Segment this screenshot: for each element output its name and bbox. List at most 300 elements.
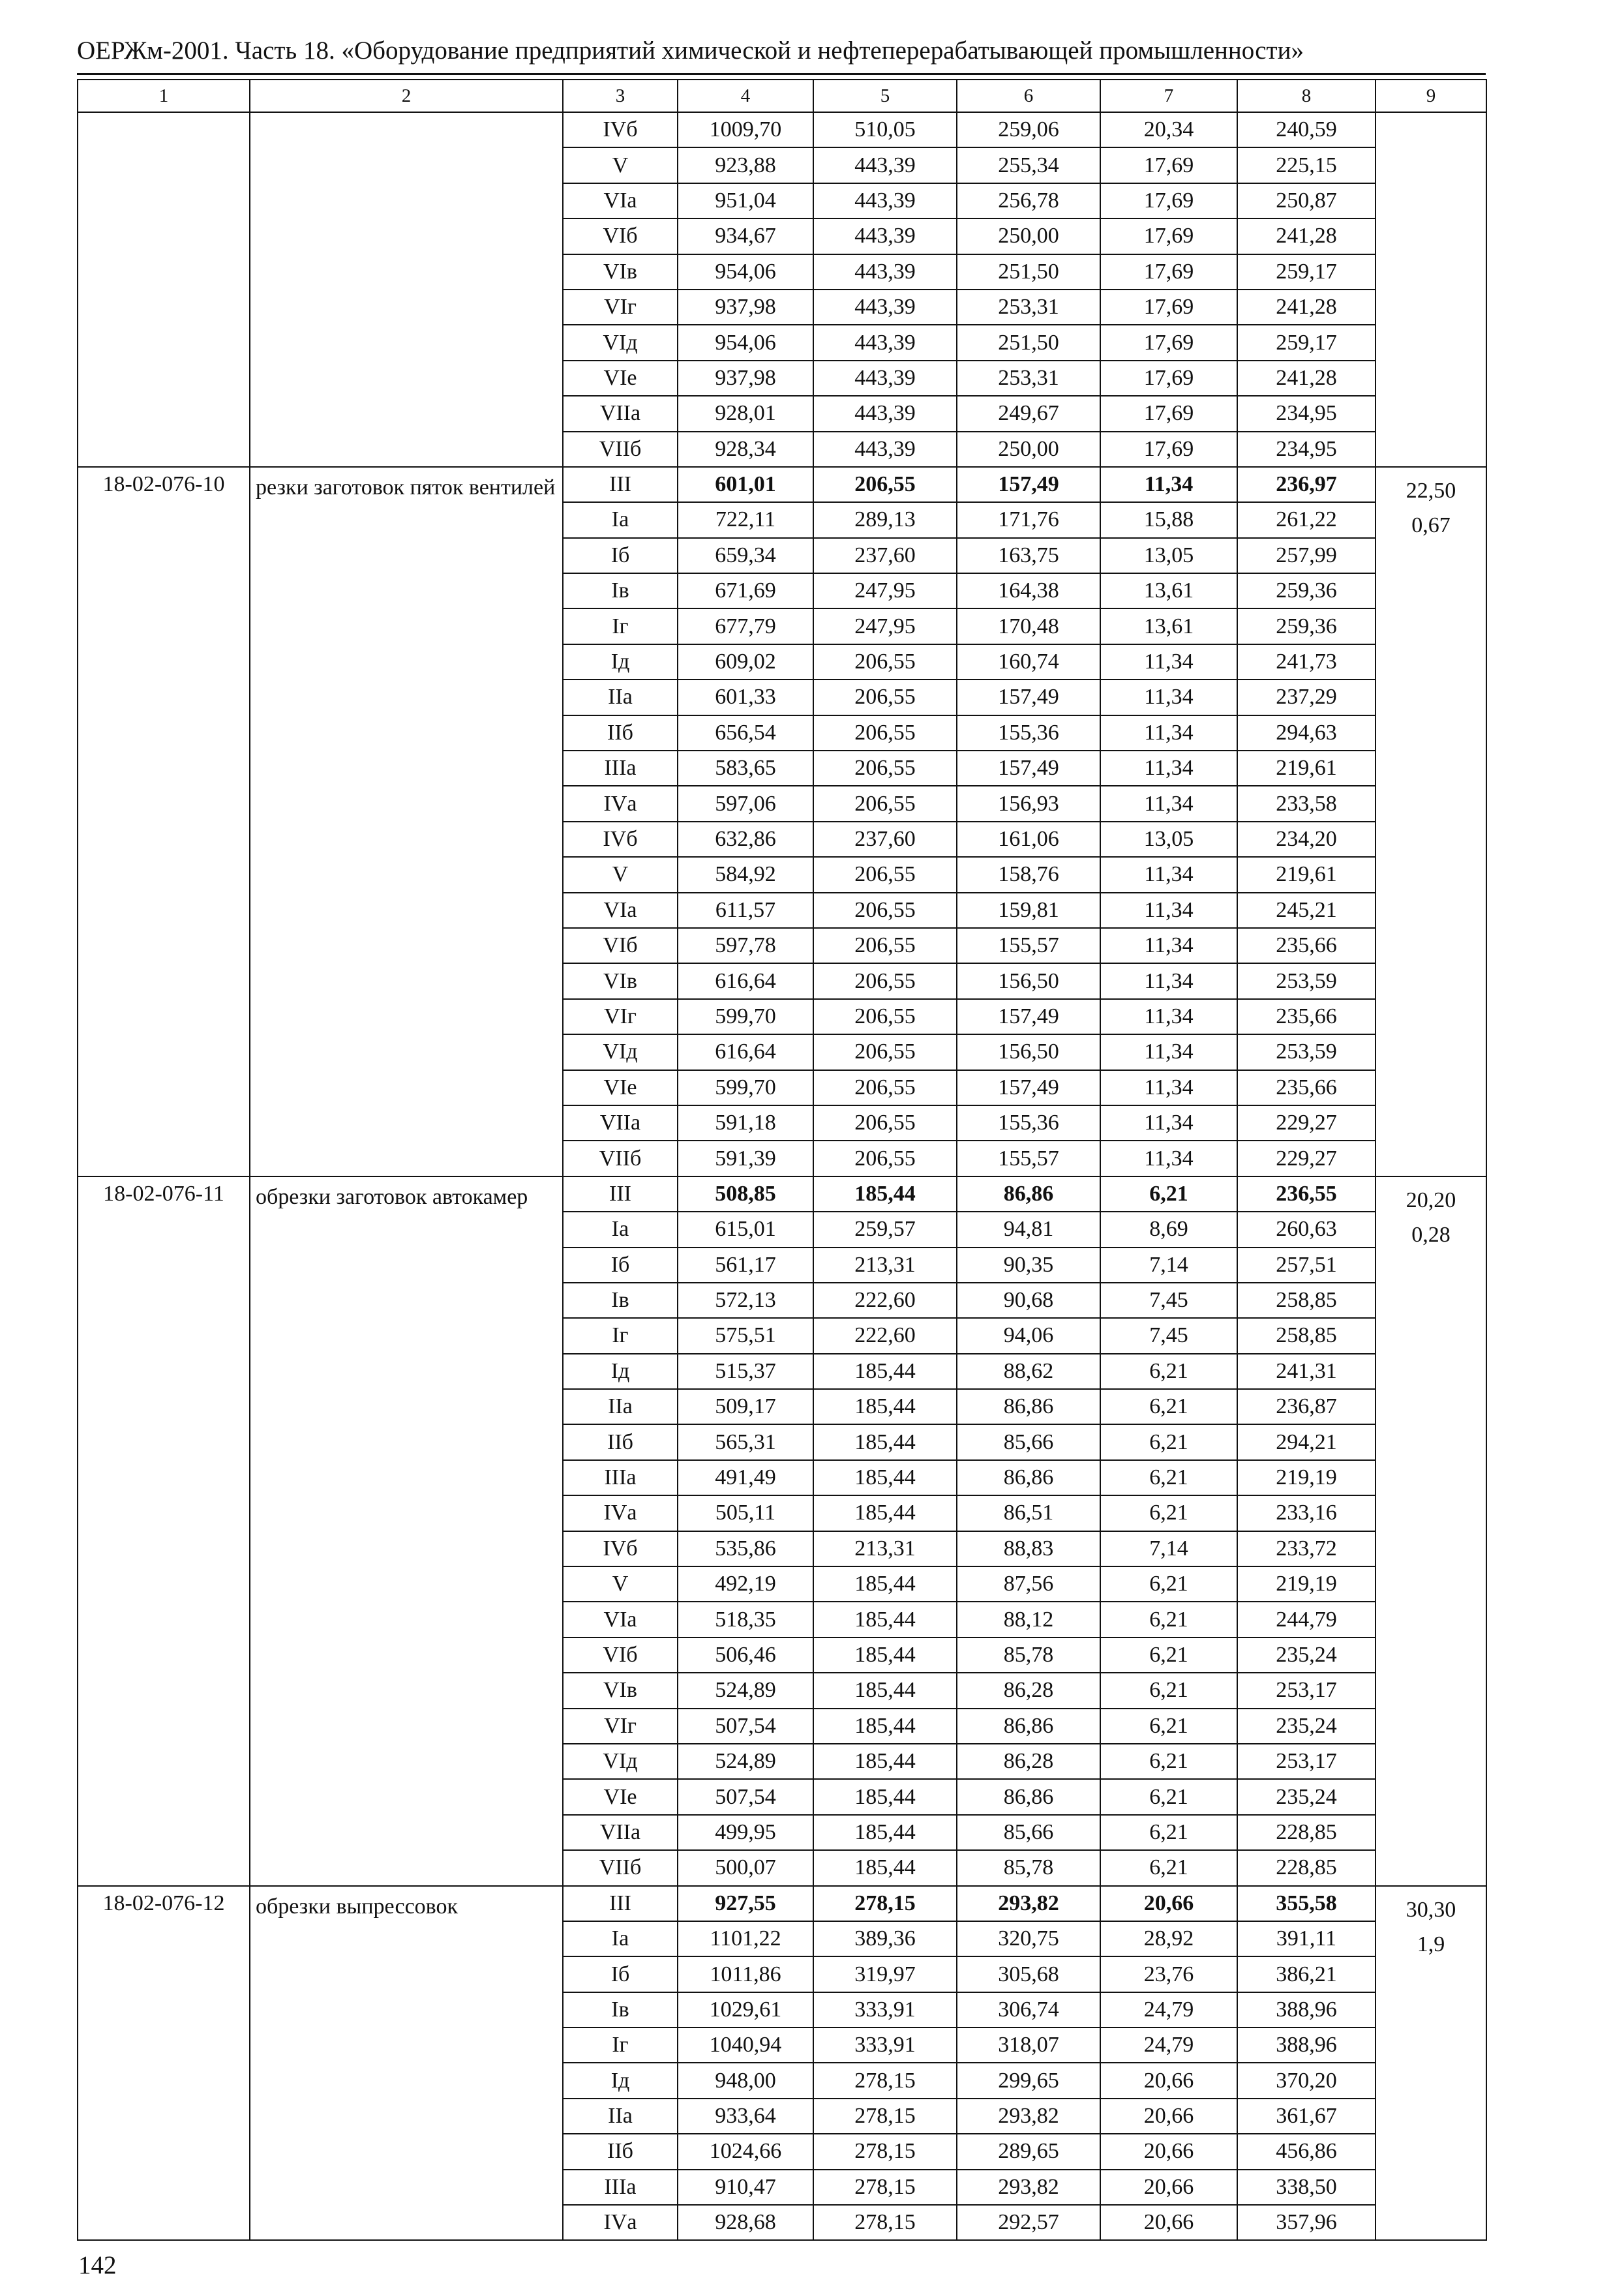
wages: 213,31 <box>813 1248 957 1283</box>
materials-cost: 237,29 <box>1237 680 1376 715</box>
price-zone: IIб <box>563 1424 678 1459</box>
item-code: 18-02-076-10 <box>78 467 250 1176</box>
machinist-wages: 6,21 <box>1100 1495 1237 1531</box>
total-cost: 616,64 <box>678 1034 813 1070</box>
materials-cost: 361,67 <box>1237 2099 1376 2134</box>
machine-cost: 251,50 <box>957 325 1100 360</box>
machinist-wages: 17,69 <box>1100 290 1237 325</box>
wages: 443,39 <box>813 147 957 183</box>
price-zone: IIа <box>563 680 678 715</box>
wages: 222,60 <box>813 1318 957 1353</box>
price-zone: VIIб <box>563 1850 678 1885</box>
machinist-wages: 6,21 <box>1100 1850 1237 1885</box>
total-cost: 518,35 <box>678 1602 813 1637</box>
materials-cost: 219,19 <box>1237 1460 1376 1495</box>
price-zone: V <box>563 1566 678 1602</box>
materials-cost: 456,86 <box>1237 2134 1376 2169</box>
wages: 206,55 <box>813 999 957 1034</box>
machinist-wages: 13,05 <box>1100 538 1237 573</box>
total-cost: 1024,66 <box>678 2134 813 2169</box>
materials-cost: 258,85 <box>1237 1318 1376 1353</box>
price-zone: VIб <box>563 218 678 254</box>
machinist-wages: 8,69 <box>1100 1212 1237 1247</box>
machine-cost: 156,50 <box>957 1034 1100 1070</box>
price-zone: Iа <box>563 502 678 537</box>
machinist-wages: 11,34 <box>1100 786 1237 821</box>
machinist-wages: 17,69 <box>1100 183 1237 218</box>
machine-cost: 86,28 <box>957 1673 1100 1708</box>
wages: 185,44 <box>813 1566 957 1602</box>
materials-cost: 259,36 <box>1237 608 1376 644</box>
machine-cost: 164,38 <box>957 573 1100 608</box>
machinist-wages: 6,21 <box>1100 1602 1237 1637</box>
total-cost: 923,88 <box>678 147 813 183</box>
price-zone: Iд <box>563 2063 678 2098</box>
total-cost: 951,04 <box>678 183 813 218</box>
price-zone: IIа <box>563 2099 678 2134</box>
machinist-wages: 20,66 <box>1100 2205 1237 2240</box>
price-zone: VIв <box>563 1673 678 1708</box>
wages: 206,55 <box>813 680 957 715</box>
wages: 206,55 <box>813 786 957 821</box>
price-zone: VIа <box>563 183 678 218</box>
materials-cost: 388,96 <box>1237 2027 1376 2063</box>
machinist-wages: 11,34 <box>1100 680 1237 715</box>
materials-cost: 219,61 <box>1237 751 1376 786</box>
machine-cost: 155,57 <box>957 1141 1100 1176</box>
total-cost: 601,01 <box>678 467 813 502</box>
price-zone: Iд <box>563 644 678 680</box>
column-number-2: 2 <box>250 80 563 112</box>
total-cost: 591,18 <box>678 1105 813 1141</box>
machine-cost: 87,56 <box>957 1566 1100 1602</box>
machine-cost: 155,36 <box>957 1105 1100 1141</box>
price-table <box>77 79 1487 2241</box>
total-cost: 937,98 <box>678 361 813 396</box>
total-cost: 1040,94 <box>678 2027 813 2063</box>
total-cost: 632,86 <box>678 822 813 857</box>
total-cost: 611,57 <box>678 893 813 928</box>
machinist-wages: 11,34 <box>1100 893 1237 928</box>
wages: 237,60 <box>813 822 957 857</box>
price-zone: VIIа <box>563 1815 678 1850</box>
machinist-wages: 11,34 <box>1100 751 1237 786</box>
table-row <box>78 467 1486 502</box>
machinist-wages: 6,21 <box>1100 1779 1237 1814</box>
wages: 206,55 <box>813 1141 957 1176</box>
price-zone: IIа <box>563 1389 678 1424</box>
wages: 206,55 <box>813 1105 957 1141</box>
machine-cost: 156,50 <box>957 963 1100 998</box>
materials-cost: 228,85 <box>1237 1850 1376 1885</box>
machine-cost: 157,49 <box>957 999 1100 1034</box>
materials-cost: 240,59 <box>1237 112 1376 147</box>
machinist-wages: 6,21 <box>1100 1744 1237 1779</box>
machinist-wages: 11,34 <box>1100 1141 1237 1176</box>
price-zone: VIб <box>563 1638 678 1673</box>
wages: 333,91 <box>813 2027 957 2063</box>
wages: 278,15 <box>813 1886 957 1921</box>
page-number: 142 <box>78 2251 117 2279</box>
machine-cost: 170,48 <box>957 608 1100 644</box>
machine-cost: 293,82 <box>957 2170 1100 2205</box>
materials-cost: 236,97 <box>1237 467 1376 502</box>
machinist-wages: 6,21 <box>1100 1673 1237 1708</box>
machinist-wages: 24,79 <box>1100 1992 1237 2027</box>
machine-cost: 86,86 <box>957 1460 1100 1495</box>
materials-cost: 241,28 <box>1237 361 1376 396</box>
wages: 443,39 <box>813 325 957 360</box>
machine-cost: 85,78 <box>957 1638 1100 1673</box>
price-zone: IIIа <box>563 751 678 786</box>
machine-cost: 250,00 <box>957 218 1100 254</box>
total-cost: 722,11 <box>678 502 813 537</box>
machine-cost: 156,93 <box>957 786 1100 821</box>
machine-cost: 86,86 <box>957 1389 1100 1424</box>
table-row <box>78 1886 1486 1921</box>
machinist-wages: 11,34 <box>1100 963 1237 998</box>
machinist-wages: 17,69 <box>1100 432 1237 467</box>
machinist-wages: 23,76 <box>1100 1956 1237 1992</box>
materials-cost: 233,16 <box>1237 1495 1376 1531</box>
price-zone: VIв <box>563 254 678 290</box>
labor-and-mass <box>1376 1176 1486 1886</box>
total-cost: 515,37 <box>678 1354 813 1389</box>
header-rule <box>77 73 1486 75</box>
wages: 443,39 <box>813 361 957 396</box>
machine-cost: 85,78 <box>957 1850 1100 1885</box>
materials-cost: 370,20 <box>1237 2063 1376 2098</box>
price-zone: VIг <box>563 999 678 1034</box>
machinist-wages: 17,69 <box>1100 254 1237 290</box>
machinist-wages: 20,66 <box>1100 2170 1237 2205</box>
column-number-8: 8 <box>1237 80 1376 112</box>
machine-cost: 289,65 <box>957 2134 1100 2169</box>
wages: 185,44 <box>813 1779 957 1814</box>
machine-cost: 253,31 <box>957 361 1100 396</box>
price-zone: IIб <box>563 2134 678 2169</box>
machinist-wages: 7,45 <box>1100 1318 1237 1353</box>
wages: 185,44 <box>813 1424 957 1459</box>
total-cost: 500,07 <box>678 1850 813 1885</box>
total-cost: 659,34 <box>678 538 813 573</box>
machinist-wages: 13,61 <box>1100 573 1237 608</box>
total-cost: 954,06 <box>678 325 813 360</box>
wages: 206,55 <box>813 893 957 928</box>
materials-cost: 234,20 <box>1237 822 1376 857</box>
item-name: резки заготовок пяток вентилей <box>250 467 563 1176</box>
machine-cost: 88,83 <box>957 1531 1100 1566</box>
price-zone: Iг <box>563 1318 678 1353</box>
wages: 259,57 <box>813 1212 957 1247</box>
wages: 185,44 <box>813 1602 957 1637</box>
total-cost: 524,89 <box>678 1673 813 1708</box>
wages: 278,15 <box>813 2170 957 2205</box>
machinist-wages: 17,69 <box>1100 396 1237 431</box>
price-zone: Iв <box>563 1283 678 1318</box>
price-zone: Iб <box>563 1248 678 1283</box>
wages: 185,44 <box>813 1850 957 1885</box>
machinist-wages: 7,45 <box>1100 1283 1237 1318</box>
materials-cost: 235,24 <box>1237 1779 1376 1814</box>
materials-cost: 241,31 <box>1237 1354 1376 1389</box>
materials-cost: 244,79 <box>1237 1602 1376 1637</box>
wages: 206,55 <box>813 644 957 680</box>
price-zone: III <box>563 1176 678 1212</box>
price-zone: IVа <box>563 2205 678 2240</box>
machine-cost: 320,75 <box>957 1921 1100 1956</box>
total-cost: 910,47 <box>678 2170 813 2205</box>
machine-cost: 158,76 <box>957 857 1100 892</box>
total-cost: 599,70 <box>678 999 813 1034</box>
price-zone: VIIб <box>563 432 678 467</box>
machinist-wages: 13,05 <box>1100 822 1237 857</box>
wages: 185,44 <box>813 1495 957 1531</box>
total-cost: 928,34 <box>678 432 813 467</box>
price-zone: Iд <box>563 1354 678 1389</box>
total-cost: 591,39 <box>678 1141 813 1176</box>
materials-cost: 236,87 <box>1237 1389 1376 1424</box>
labor-and-mass <box>1376 1886 1486 2241</box>
machinist-wages: 17,69 <box>1100 218 1237 254</box>
machinist-wages: 20,34 <box>1100 112 1237 147</box>
materials-cost: 258,85 <box>1237 1283 1376 1318</box>
materials-cost: 235,24 <box>1237 1638 1376 1673</box>
machine-cost: 86,51 <box>957 1495 1100 1531</box>
wages: 443,39 <box>813 183 957 218</box>
total-cost: 1101,22 <box>678 1921 813 1956</box>
machinist-wages: 11,34 <box>1100 644 1237 680</box>
wages: 185,44 <box>813 1709 957 1744</box>
total-cost: 656,54 <box>678 715 813 751</box>
machine-cost: 299,65 <box>957 2063 1100 2098</box>
machine-cost: 249,67 <box>957 396 1100 431</box>
machine-cost: 293,82 <box>957 2099 1100 2134</box>
materials-cost: 235,66 <box>1237 928 1376 963</box>
column-number-5: 5 <box>813 80 957 112</box>
machinist-wages: 6,21 <box>1100 1424 1237 1459</box>
price-zone: VIа <box>563 1602 678 1637</box>
materials-cost: 235,66 <box>1237 999 1376 1034</box>
machine-cost: 85,66 <box>957 1424 1100 1459</box>
machine-cost: 305,68 <box>957 1956 1100 1992</box>
machine-cost: 161,06 <box>957 822 1100 857</box>
machinist-wages: 6,21 <box>1100 1176 1237 1212</box>
labor-and-mass <box>1376 467 1486 1176</box>
machinist-wages: 17,69 <box>1100 325 1237 360</box>
machinist-wages: 7,14 <box>1100 1531 1237 1566</box>
machinist-wages: 6,21 <box>1100 1709 1237 1744</box>
machinist-wages: 20,66 <box>1100 1886 1237 1921</box>
machine-cost: 85,66 <box>957 1815 1100 1850</box>
wages: 185,44 <box>813 1815 957 1850</box>
machine-cost: 250,00 <box>957 432 1100 467</box>
wages: 389,36 <box>813 1921 957 1956</box>
wages: 206,55 <box>813 963 957 998</box>
materials-cost: 386,21 <box>1237 1956 1376 1992</box>
wages: 247,95 <box>813 608 957 644</box>
total-cost: 507,54 <box>678 1709 813 1744</box>
wages: 206,55 <box>813 928 957 963</box>
wages: 206,55 <box>813 715 957 751</box>
total-cost: 565,31 <box>678 1424 813 1459</box>
machinist-wages: 28,92 <box>1100 1921 1237 1956</box>
machinist-wages: 17,69 <box>1100 147 1237 183</box>
machinist-wages: 20,66 <box>1100 2099 1237 2134</box>
column-number-1: 1 <box>78 80 250 112</box>
price-zone: Iг <box>563 608 678 644</box>
total-cost: 599,70 <box>678 1070 813 1105</box>
machine-cost: 293,82 <box>957 1886 1100 1921</box>
machine-cost: 160,74 <box>957 644 1100 680</box>
price-zone: VIг <box>563 1709 678 1744</box>
wages: 206,55 <box>813 857 957 892</box>
price-zone: V <box>563 147 678 183</box>
machinist-wages: 11,34 <box>1100 928 1237 963</box>
price-zone: Iа <box>563 1212 678 1247</box>
column-number-row <box>78 80 1486 112</box>
total-cost: 507,54 <box>678 1779 813 1814</box>
materials-cost: 229,27 <box>1237 1141 1376 1176</box>
price-zone: Iа <box>563 1921 678 1956</box>
price-zone: VIIа <box>563 396 678 431</box>
wages: 510,05 <box>813 112 957 147</box>
wages: 206,55 <box>813 1070 957 1105</box>
machine-cost: 157,49 <box>957 467 1100 502</box>
total-cost: 954,06 <box>678 254 813 290</box>
machinist-wages: 11,34 <box>1100 999 1237 1034</box>
wages: 278,15 <box>813 2134 957 2169</box>
machinist-wages: 17,69 <box>1100 361 1237 396</box>
materials-cost: 236,55 <box>1237 1176 1376 1212</box>
machinist-wages: 11,34 <box>1100 857 1237 892</box>
wages: 443,39 <box>813 432 957 467</box>
total-cost: 933,64 <box>678 2099 813 2134</box>
materials-cost: 234,95 <box>1237 432 1376 467</box>
labor-value: 20,20 <box>1406 1188 1456 1212</box>
total-cost: 535,86 <box>678 1531 813 1566</box>
machinist-wages: 15,88 <box>1100 502 1237 537</box>
total-cost: 561,17 <box>678 1248 813 1283</box>
total-cost: 601,33 <box>678 680 813 715</box>
price-zone: VIе <box>563 361 678 396</box>
wages: 443,39 <box>813 254 957 290</box>
materials-cost: 253,59 <box>1237 1034 1376 1070</box>
price-zone: Iб <box>563 538 678 573</box>
total-cost: 927,55 <box>678 1886 813 1921</box>
materials-cost: 241,28 <box>1237 218 1376 254</box>
total-cost: 506,46 <box>678 1638 813 1673</box>
wages: 333,91 <box>813 1992 957 2027</box>
materials-cost: 388,96 <box>1237 1992 1376 2027</box>
materials-cost: 233,58 <box>1237 786 1376 821</box>
wages: 206,55 <box>813 751 957 786</box>
materials-cost: 219,19 <box>1237 1566 1376 1602</box>
price-zone: Iб <box>563 1956 678 1992</box>
machinist-wages: 20,66 <box>1100 2134 1237 2169</box>
materials-cost: 294,63 <box>1237 715 1376 751</box>
total-cost: 615,01 <box>678 1212 813 1247</box>
table-row <box>78 1176 1486 1212</box>
machine-cost: 292,57 <box>957 2205 1100 2240</box>
price-zone: VIд <box>563 1744 678 1779</box>
labor-and-mass <box>1376 112 1486 467</box>
total-cost: 948,00 <box>678 2063 813 2098</box>
wages: 247,95 <box>813 573 957 608</box>
materials-cost: 261,22 <box>1237 502 1376 537</box>
wages: 443,39 <box>813 218 957 254</box>
item-name <box>250 112 563 467</box>
machine-cost: 88,12 <box>957 1602 1100 1637</box>
item-code: 18-02-076-12 <box>78 1886 250 2241</box>
wages: 185,44 <box>813 1354 957 1389</box>
price-zone: Iв <box>563 1992 678 2027</box>
machine-cost: 159,81 <box>957 893 1100 928</box>
machine-cost: 256,78 <box>957 183 1100 218</box>
machinist-wages: 6,21 <box>1100 1354 1237 1389</box>
mass-value: 1,9 <box>1417 1932 1445 1956</box>
price-zone: Iг <box>563 2027 678 2063</box>
total-cost: 609,02 <box>678 644 813 680</box>
total-cost: 934,67 <box>678 218 813 254</box>
materials-cost: 233,72 <box>1237 1531 1376 1566</box>
total-cost: 583,65 <box>678 751 813 786</box>
machinist-wages: 24,79 <box>1100 2027 1237 2063</box>
machine-cost: 90,68 <box>957 1283 1100 1318</box>
materials-cost: 338,50 <box>1237 2170 1376 2205</box>
price-zone: V <box>563 857 678 892</box>
price-zone: IIIа <box>563 1460 678 1495</box>
column-number-7: 7 <box>1100 80 1237 112</box>
price-zone: VIе <box>563 1779 678 1814</box>
price-zone: VIе <box>563 1070 678 1105</box>
wages: 443,39 <box>813 396 957 431</box>
machinist-wages: 6,21 <box>1100 1460 1237 1495</box>
materials-cost: 294,21 <box>1237 1424 1376 1459</box>
mass-value: 0,28 <box>1411 1222 1451 1247</box>
wages: 185,44 <box>813 1176 957 1212</box>
price-zone: IVб <box>563 112 678 147</box>
price-zone: III <box>563 1886 678 1921</box>
machine-cost: 253,31 <box>957 290 1100 325</box>
machine-cost: 86,86 <box>957 1779 1100 1814</box>
machine-cost: 318,07 <box>957 2027 1100 2063</box>
machine-cost: 306,74 <box>957 1992 1100 2027</box>
machinist-wages: 11,34 <box>1100 715 1237 751</box>
materials-cost: 257,51 <box>1237 1248 1376 1283</box>
price-zone: IVб <box>563 1531 678 1566</box>
machine-cost: 251,50 <box>957 254 1100 290</box>
machinist-wages: 7,14 <box>1100 1248 1237 1283</box>
machine-cost: 86,28 <box>957 1744 1100 1779</box>
wages: 278,15 <box>813 2205 957 2240</box>
wages: 443,39 <box>813 290 957 325</box>
materials-cost: 357,96 <box>1237 2205 1376 2240</box>
total-cost: 928,68 <box>678 2205 813 2240</box>
machinist-wages: 11,34 <box>1100 1105 1237 1141</box>
materials-cost: 250,87 <box>1237 183 1376 218</box>
materials-cost: 245,21 <box>1237 893 1376 928</box>
price-zone: IVб <box>563 822 678 857</box>
wages: 278,15 <box>813 2099 957 2134</box>
machine-cost: 157,49 <box>957 1070 1100 1105</box>
wages: 206,55 <box>813 467 957 502</box>
materials-cost: 228,85 <box>1237 1815 1376 1850</box>
machinist-wages: 6,21 <box>1100 1566 1237 1602</box>
machine-cost: 94,06 <box>957 1318 1100 1353</box>
wages: 206,55 <box>813 1034 957 1070</box>
machinist-wages: 20,66 <box>1100 2063 1237 2098</box>
